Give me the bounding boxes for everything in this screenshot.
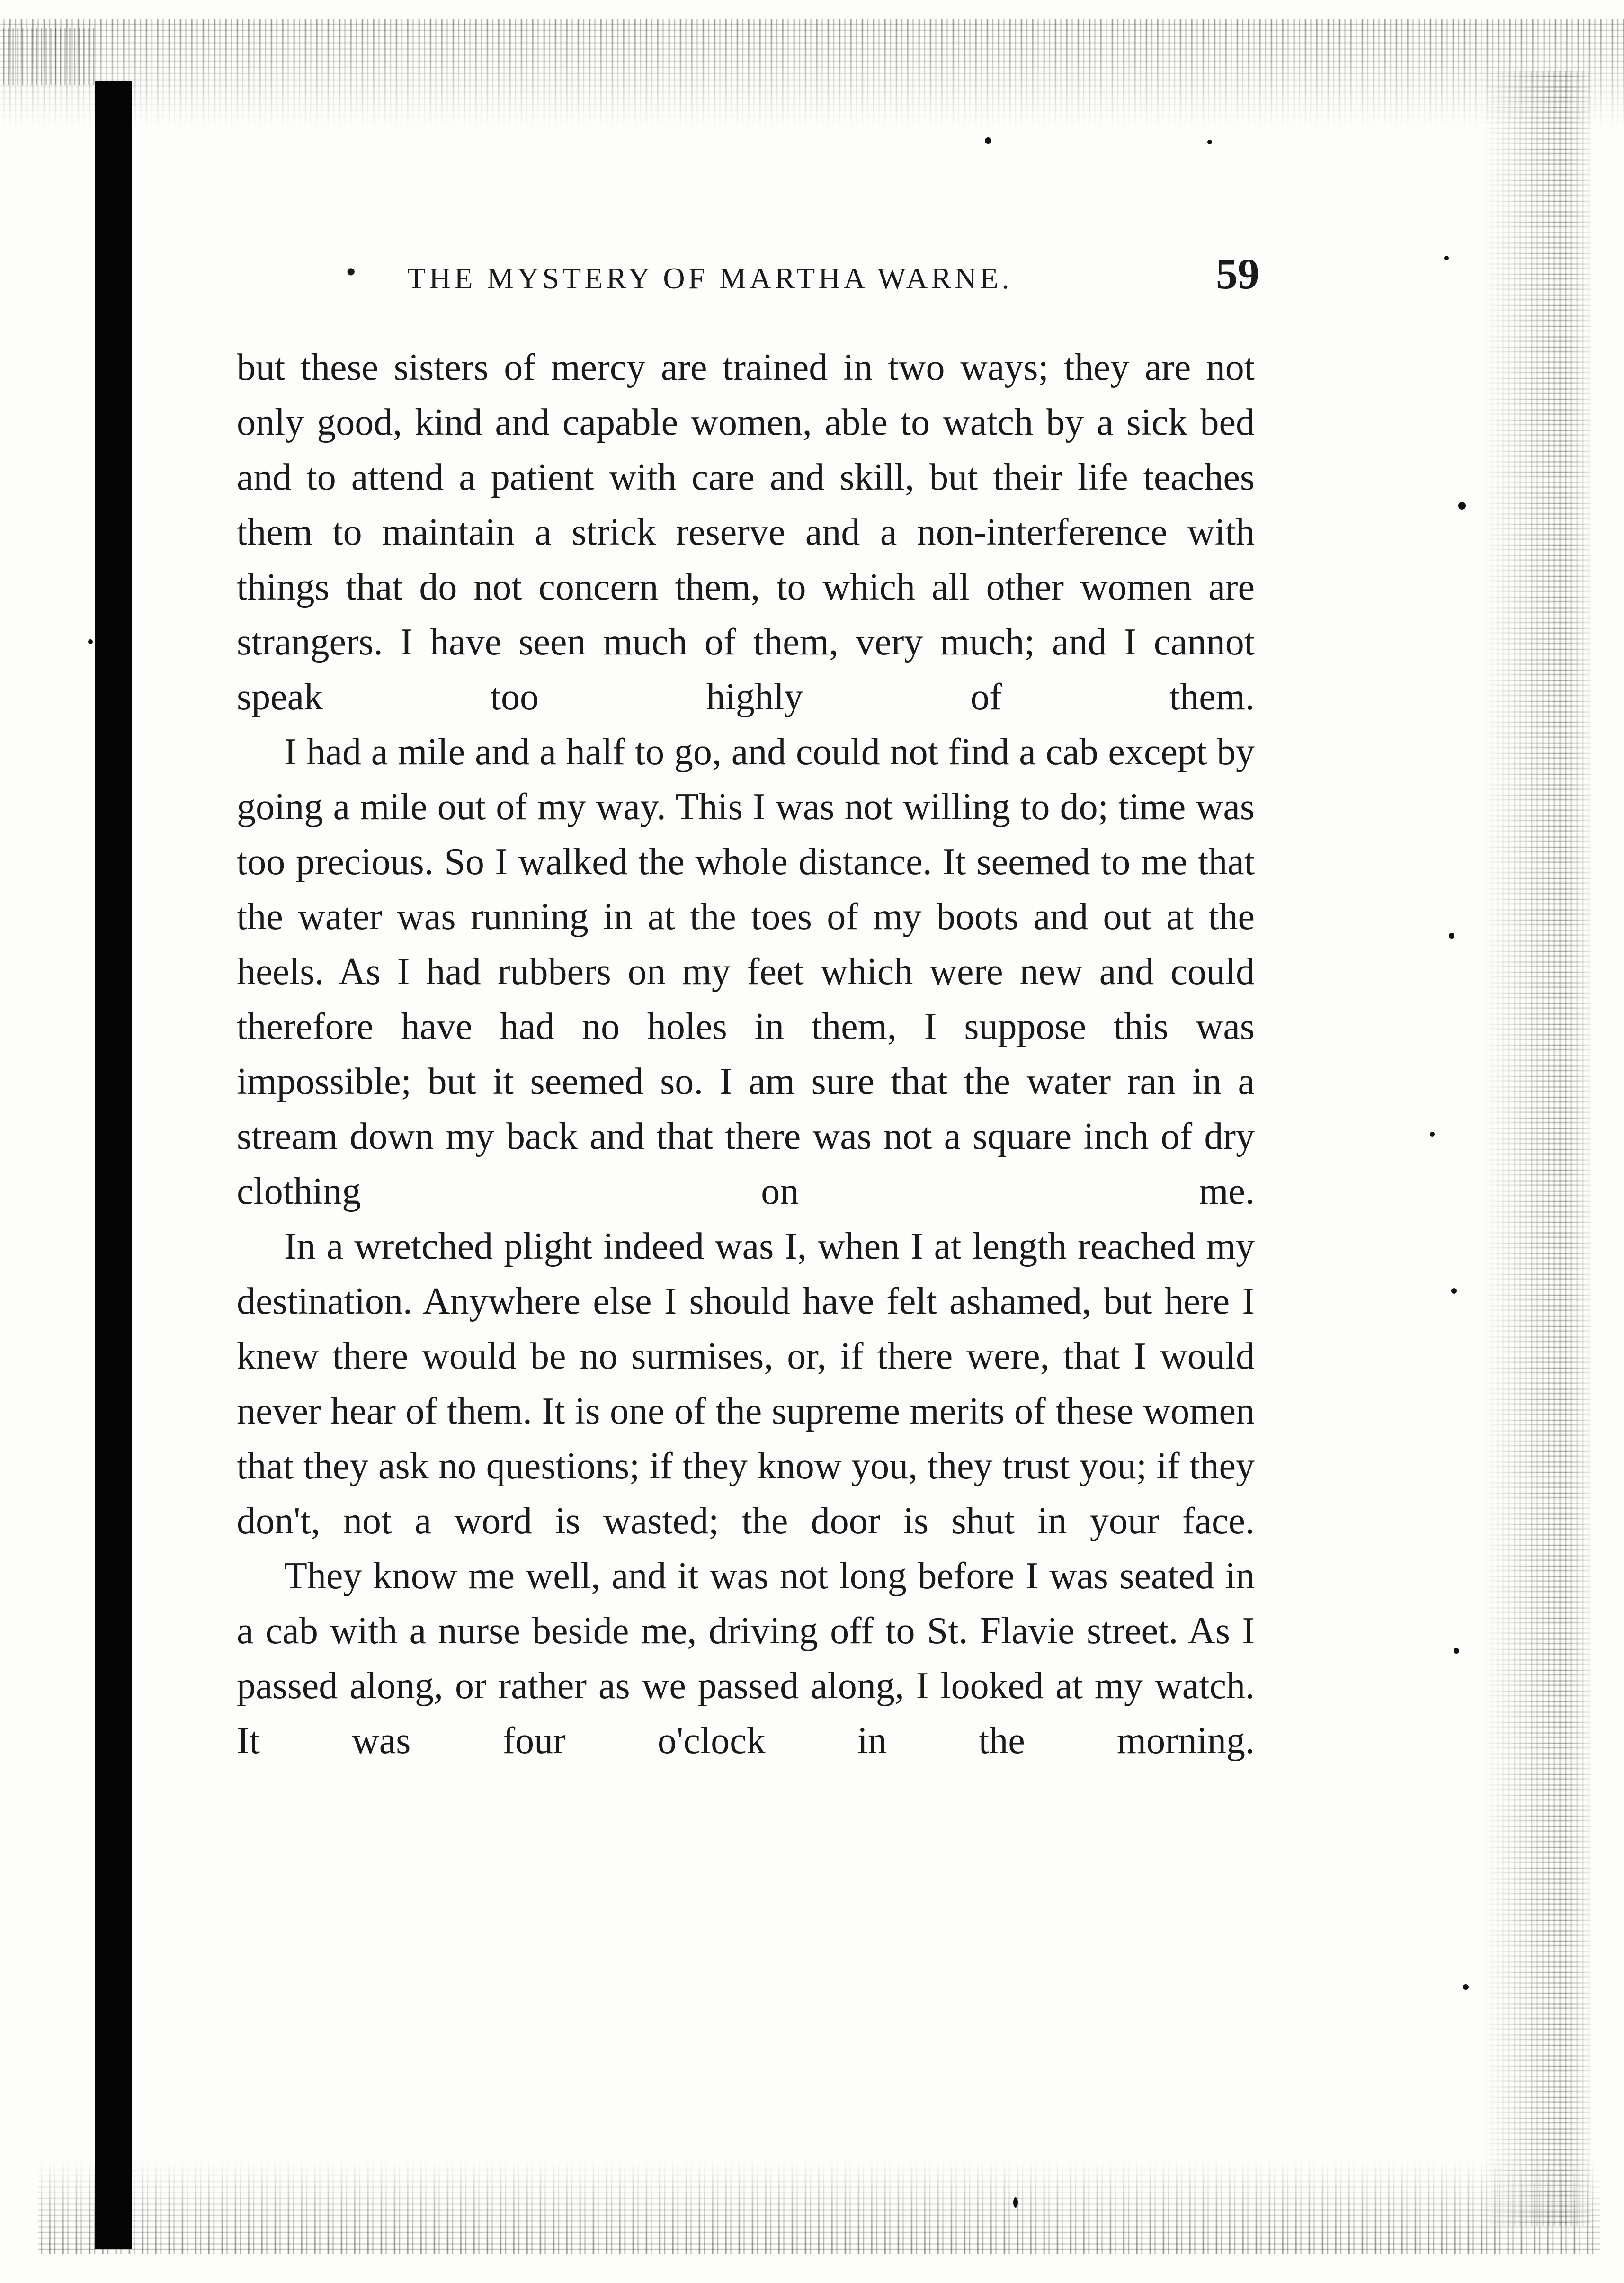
scan-speck [1463, 1984, 1469, 1990]
scan-edge-noise-right [1482, 71, 1591, 2226]
paragraph-1: but these sisters of mercy are trained in two ways; they are not only good, kind and capable women, able to watch by a sick bed and to attend a patient with care and skill, but their life teaches them to maintain a strick reserve and a non-interference with things that do not concern them, to which all other women are strangers. I have seen much of them, very much; and I cannot speak too highly of them. [237, 347, 1255, 718]
running-head-title: THE MYSTERY OF MARTHA WARNE. [407, 261, 1013, 295]
paragraph-4: They know me well, and it was not long before I was seated in a cab with a nurse beside me, driving off to St. Flavie street. As I passed along, or rather as we passed along, I looked at my watch. It was four o'clock in the morning. [237, 1555, 1255, 1762]
scan-speck [1451, 1288, 1457, 1294]
scan-edge-noise-top [0, 19, 1624, 128]
page-number: 59 [1216, 250, 1259, 298]
body-text [237, 340, 1255, 2140]
paragraph-3: In a wretched plight indeed was I, when I at length reached my destination. Anywhere else I should have felt ashamed, but here I knew there would be no surmises, or, if there were, that I would never hear of them. It is one of the supreme merits of these women that they ask no questions; if they know you, they trust you; if they don't, not a word is wasted; the door is shut in your face. [237, 1226, 1255, 1542]
scan-speck [985, 137, 991, 144]
scan-speck [1430, 1132, 1435, 1137]
scan-speck [1013, 2197, 1018, 2208]
scan-speck [1444, 256, 1449, 260]
scan-edge-noise-top-left [0, 28, 95, 85]
scan-speck [1449, 933, 1454, 939]
scan-speck [88, 639, 93, 644]
running-head [237, 250, 1259, 302]
binding-shadow-bar [95, 81, 132, 2249]
paragraph-2: I had a mile and a half to go, and could not find a cab except by going a mile out of my way. This I was not willing to do; time was too precious. So I walked the whole distance. It seemed to me that the water was running in at the toes of my boots and out at the heels. As I had rubbers on my feet which were new and could therefore have had no holes in them, I suppose this was impossible; but it seemed so. I am sure that the water ran in a stream down my back and that there was not a square inch of dry clothing on me. [237, 731, 1255, 1212]
scan-speck [1458, 502, 1466, 510]
scan-speck [1454, 1648, 1459, 1654]
scan-edge-noise-bottom [38, 2159, 1600, 2254]
running-head-bullet: • [346, 255, 357, 288]
scan-speck [1207, 140, 1212, 144]
